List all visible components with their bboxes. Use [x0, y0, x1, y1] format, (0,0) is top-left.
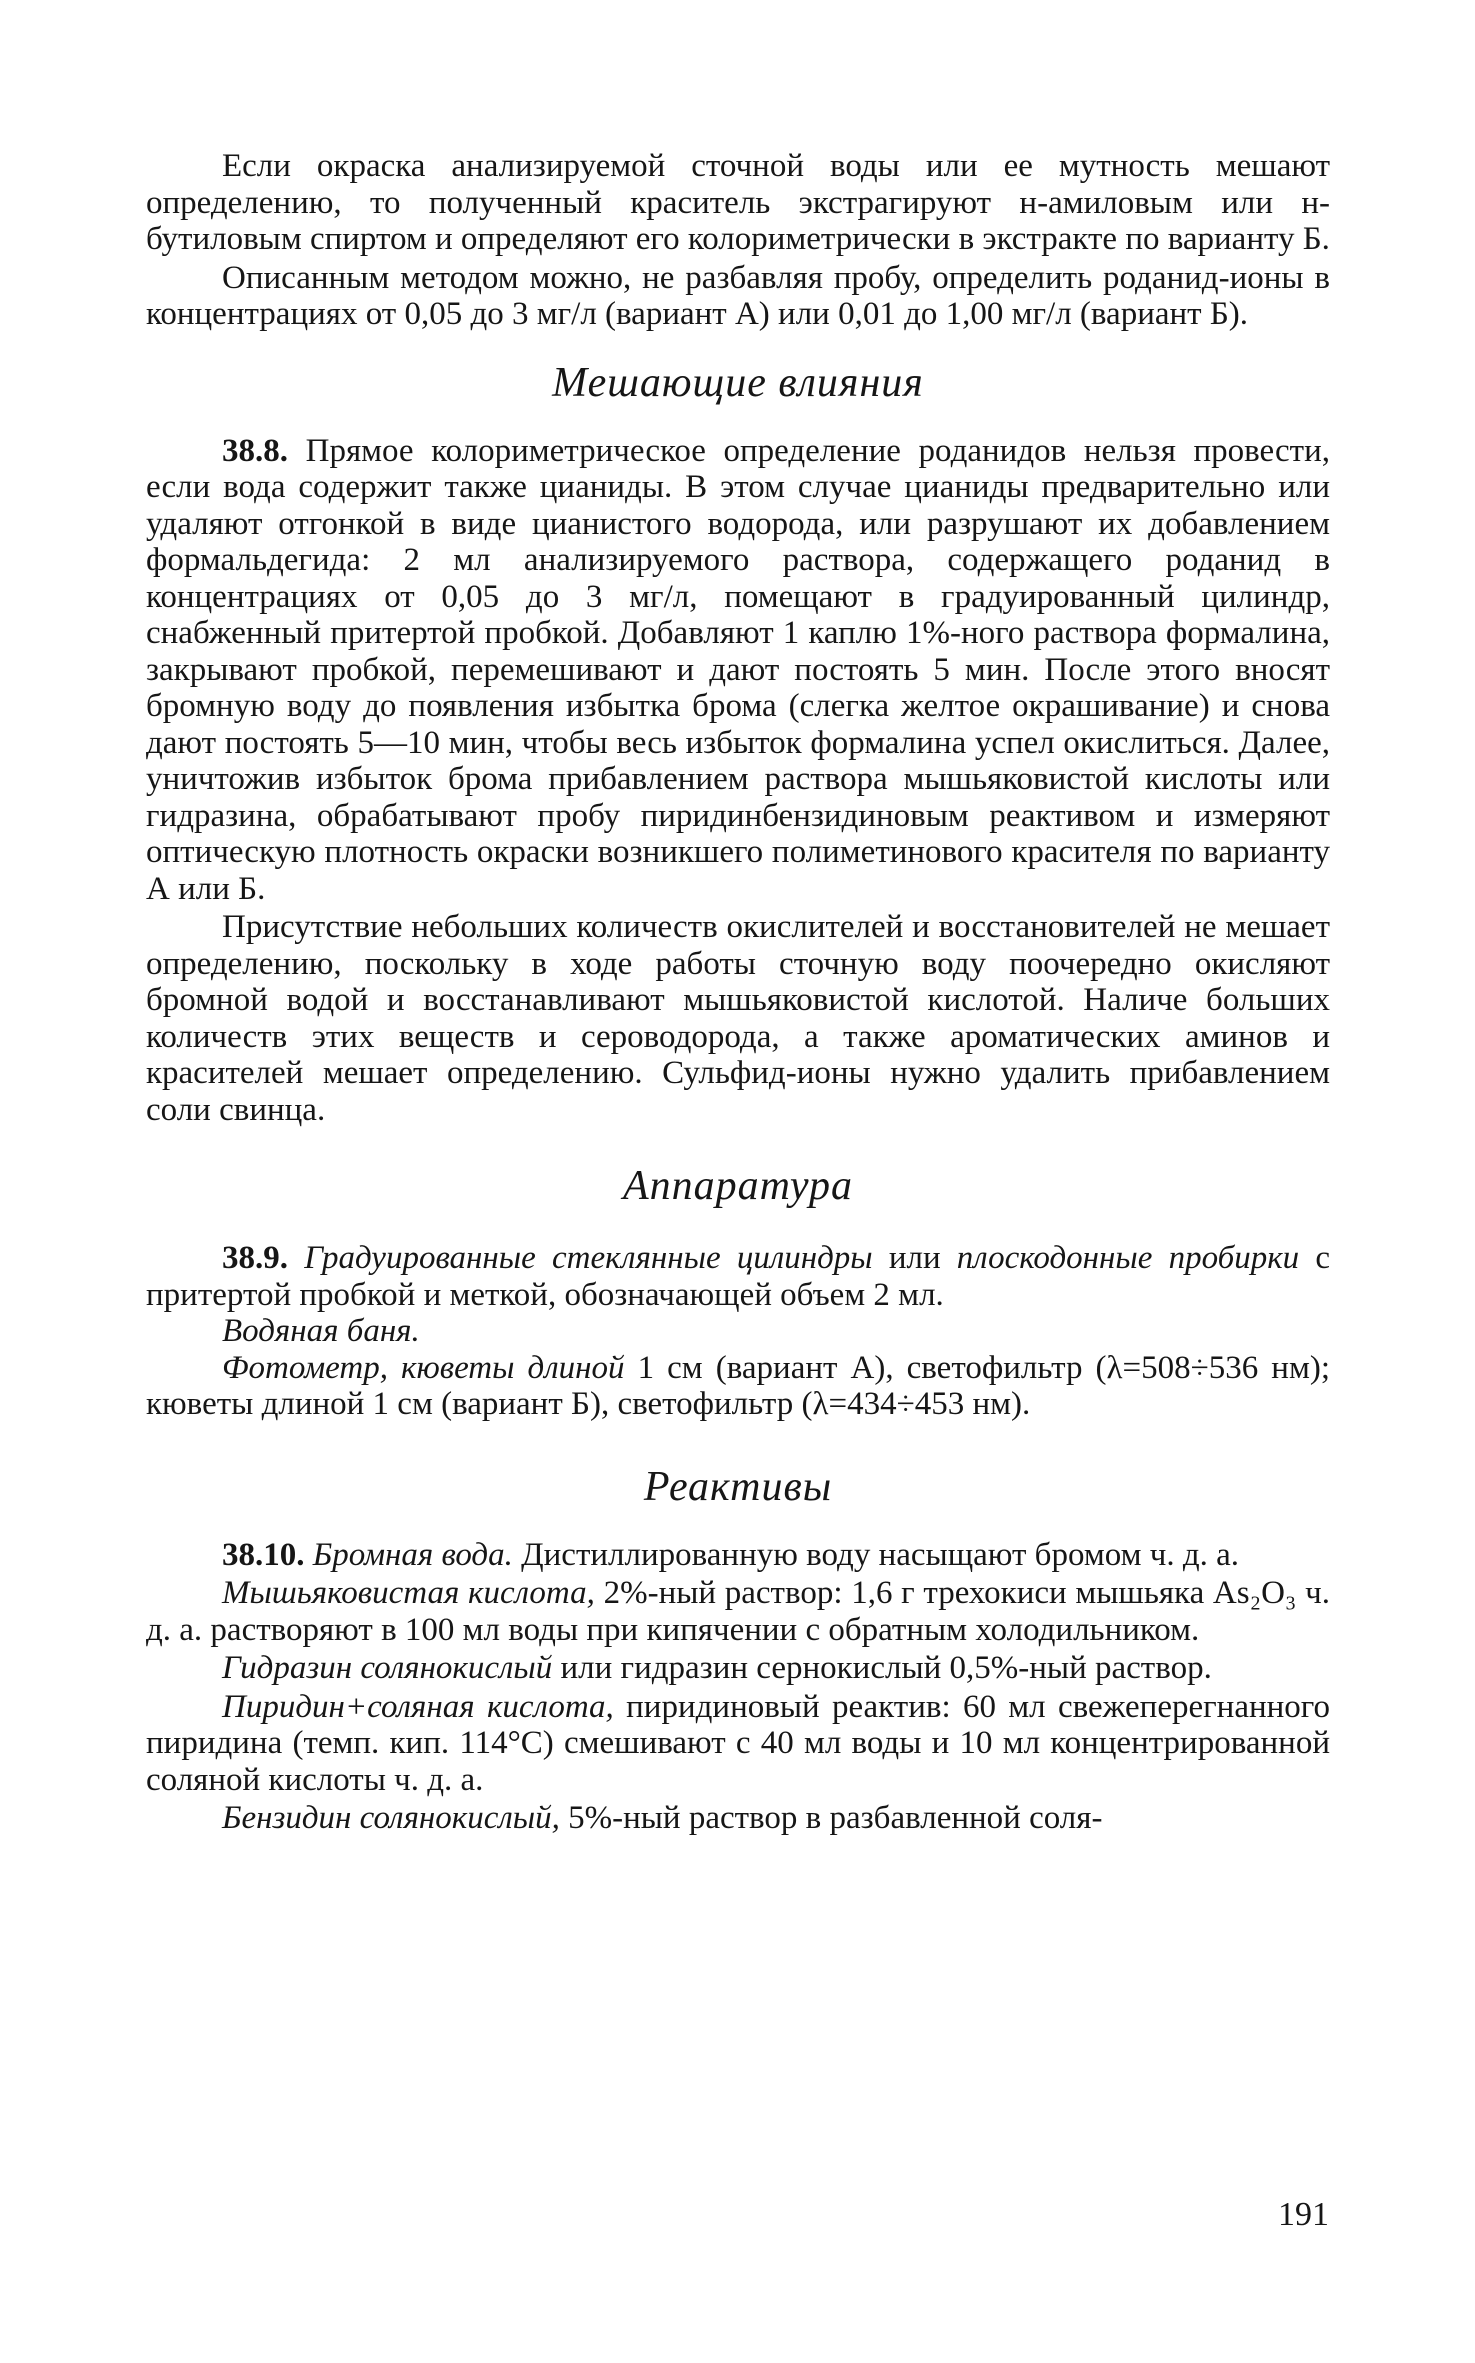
- apparatus-item-3-name: Фотометр, кюветы длиной: [222, 1349, 625, 1386]
- reagent-5-name: Бензидин солянокислый,: [222, 1800, 560, 1836]
- reagent-2-name: Мышьяковистая кислота,: [222, 1575, 595, 1611]
- section-heading-reagents: Реактивы: [643, 1463, 833, 1510]
- item-number: 38.10.: [222, 1536, 305, 1573]
- apparatus-item-2: [146, 1313, 1330, 1350]
- apparatus-item-1-text-b: с притертой пробкой и меткой, обозначающей объем 2 мл.: [146, 1240, 1331, 1313]
- intro-paragraph-2: Описанным методом можно, не разбавляя пробу, определить роданид-ионы в концентрациях от 0,05 до 3 мг/л (вариант А) или 0,01 до 1,00 мг/л (вариант Б).: [146, 259, 1330, 332]
- reagent-5-text: 5%-ный раствор в разбавленной соля-: [559, 1800, 1103, 1836]
- interference-text-1: Прямое колориметрическое определение роданидов нельзя провести, если вода содержит также цианиды. В этом случае цианиды предварительно или удаляют отгонкой в виде цианистого водорода, или разрушают их добавлением формальдегида: 2 мл анализируемого раствора, содержащего роданид в концентрациях от 0,05 до 3 мг/л, помещают в градуированный цилиндр, снабженный притертой пробкой. Добавляют 1 каплю 1%-ного раствора формалина, закрывают пробкой, перемешивают и дают постоять 5 мин. После этого вносят бромную воду до появления избытка брома (слегка желтое окрашивание) и снова дают постоять 5—10 мин, чтобы весь избыток формалина успел окислиться. Далее, уничтожив избыток брома прибавлением раствора мышьяковистой кислоты или гидразина, обрабатывают пробу пиридинбензидиновым реактивом и измеряют оптическую плотность окраски возникшего полиметинового красителя по варианту А или Б.: [146, 432, 1331, 907]
- apparatus-item-1: [146, 1240, 1330, 1313]
- reagent-2: [146, 1575, 1330, 1648]
- reagent-3-name: Гидразин солянокислый: [222, 1650, 553, 1686]
- reagent-1-name: Бромная вода.: [312, 1536, 513, 1573]
- item-number: 38.9.: [222, 1240, 288, 1276]
- reagent-2-text: 2%-ный раствор: 1,6 г трехокиси мышьяка As₂O₃ ч. д. а. растворяют в 100 мл воды при кипячении с обратным холодильником.: [146, 1575, 1330, 1648]
- reagent-3: [146, 1650, 1330, 1687]
- apparatus-item-3-text: 1 см (вариант А), светофильтр (λ=508÷536 нм); кюветы длиной 1 см (вариант Б), светофильтр (λ=434÷453 нм).: [146, 1349, 1331, 1422]
- reagent-4-text: пиридиновый реактив: 60 мл свежеперегнанного пиридина (темп. кип. 114°С) смешивают с 40 мл воды и 10 мл концентрированной соляной кислоты ч. д. а.: [146, 1688, 1330, 1798]
- apparatus-item-3: [146, 1350, 1330, 1423]
- page-number: 191: [1278, 2196, 1329, 2233]
- reagent-5: [146, 1800, 1330, 1837]
- reagent-3-text: или гидразин сернокислый 0,5%-ный раствор.: [552, 1650, 1212, 1686]
- reagent-4-name: Пиридин+соляная кислота,: [222, 1688, 614, 1725]
- section-heading-interference: Мешающие влияния: [552, 359, 924, 406]
- interference-paragraph-1: [146, 433, 1330, 908]
- apparatus-item-2-name: Водяная баня.: [222, 1313, 420, 1349]
- intro-paragraph-1: Если окраска анализируемой сточной воды или ее мутность мешают определению, то полученный краситель экстрагируют н-амиловым или н-бутиловым спиртом и определяют его колориметрически в экстракте по варианту Б.: [146, 148, 1330, 257]
- section-heading-apparatus: Аппаратура: [622, 1163, 854, 1209]
- apparatus-item-1-name-b: плоскодонные пробирки: [956, 1240, 1300, 1276]
- reagent-1: [146, 1537, 1330, 1574]
- item-number: 38.8.: [222, 432, 288, 469]
- interference-paragraph-2: Присутствие небольших количеств окислителей и восстановителей не мешает определению, поскольку в ходе работы сточную воду поочередно окисляют бромной водой и восстанавливают мышьяковистой кислотой. Наличе больших количеств этих веществ и сероводорода, а также ароматических аминов и красителей мешает определению. Сульфид-ионы нужно удалить прибавлением соли свинца.: [146, 909, 1330, 1128]
- reagent-1-text: Дистиллированную воду насыщают бромом ч. д. а.: [512, 1536, 1240, 1573]
- apparatus-item-1-name-a: Градуированные стеклянные цилиндры: [304, 1240, 873, 1276]
- reagent-4: [146, 1689, 1330, 1799]
- page-body: [146, 148, 1330, 1837]
- apparatus-item-1-text-a: или: [872, 1240, 957, 1276]
